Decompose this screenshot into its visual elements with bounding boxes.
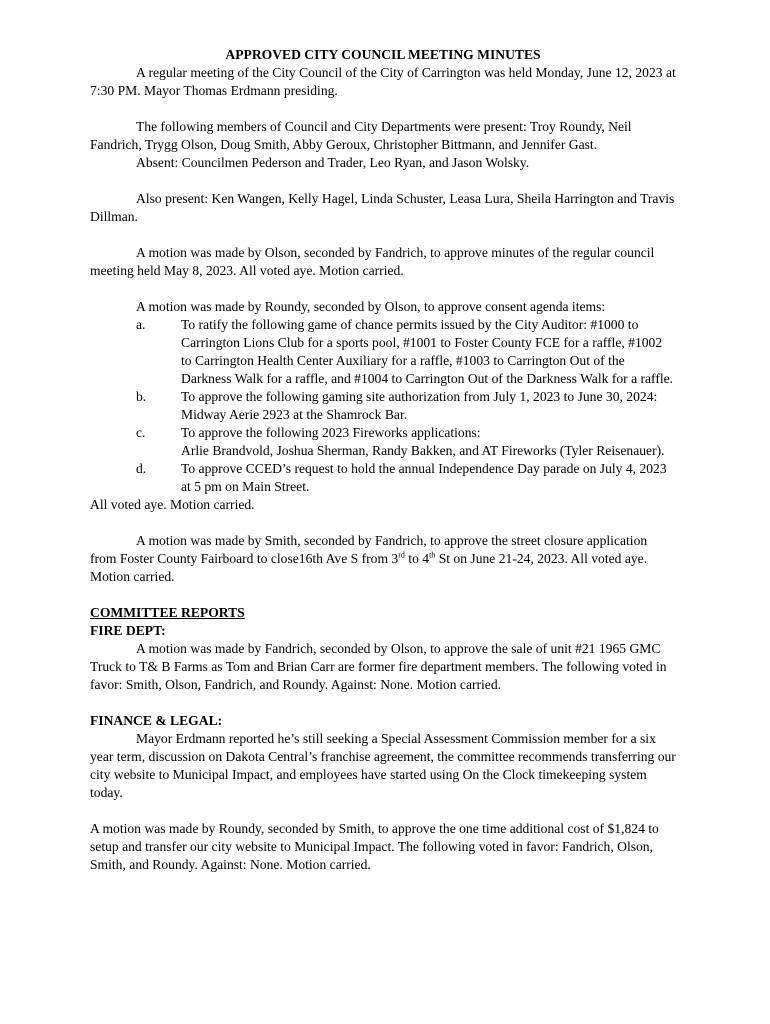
document-title: APPROVED CITY COUNCIL MEETING MINUTES	[225, 47, 541, 62]
consent-items-list	[90, 316, 676, 496]
street-closure-text-2: to 4	[404, 551, 430, 566]
present-paragraph: The following members of Council and City Departments were present: Troy Roundy, Neil Fandrich, Trygg Olson, Doug Smith, Abby Geroux, Christopher Bittmann, and Jennifer Gast.	[90, 119, 632, 152]
street-closure-sup-2: th	[429, 550, 436, 560]
fire-dept-paragraph: A motion was made by Fandrich, seconded by Olson, to approve the sale of unit #21 1965 GMC Truck to T& B Farms as Tom and Brian Carr are former fire department members. The following voted in favor: Smith, Olson, Fandrich, and Roundy. Against: None. Motion carried.	[90, 641, 667, 692]
finance-legal-paragraph: Mayor Erdmann reported he’s still seeking a Special Assessment Commission member for a six year term, discussion on Dakota Central’s franchise agreement, the committee recommends transferring our city website to Municipal Impact, and employees have started using On the Clock timekeeping system today.	[90, 731, 676, 800]
also-present-paragraph: Also present: Ken Wangen, Kelly Hagel, Linda Schuster, Leasa Lura, Sheila Harrington and Travis Dillman.	[90, 191, 675, 224]
consent-item-text: To approve CCED’s request to hold the annual Independence Day parade on July 4, 2023 at 5 pm on Main Street.	[181, 461, 667, 494]
street-closure-paragraph	[90, 532, 676, 586]
consent-intro: A motion was made by Roundy, seconded by Olson, to approve consent agenda items:	[136, 299, 606, 314]
absent-paragraph: Absent: Councilmen Pederson and Trader, Leo Ryan, and Jason Wolsky.	[136, 155, 530, 170]
website-motion-paragraph: A motion was made by Roundy, seconded by Smith, to approve the one time additional cost of $1,824 to setup and transfer our city website to Municipal Impact. The following voted in favor: Fandrich, Olson, Smith, and Roundy. Against: None. Motion carried.	[90, 821, 659, 872]
street-closure-text-1: A motion was made by Smith, seconded by Fandrich, to approve the street closure application from Foster County Fairboard to close16th Ave S from 3	[90, 533, 648, 566]
finance-legal-heading: FINANCE & LEGAL:	[90, 713, 223, 728]
fire-dept-heading: FIRE DEPT:	[90, 623, 166, 638]
consent-item	[90, 460, 676, 496]
street-closure-sup-1: rd	[398, 550, 405, 560]
consent-item	[90, 316, 676, 388]
street-closure-text-3: St on June 21-24, 2023. All voted aye. Motion carried.	[90, 551, 648, 584]
consent-item-subtext: Arlie Brandvold, Joshua Sherman, Randy Bakken, and AT Fireworks (Tyler Reisenauer).	[181, 443, 665, 458]
consent-item-mark: a.	[136, 317, 146, 332]
consent-item-text: To approve the following 2023 Fireworks applications:	[181, 425, 481, 440]
consent-item-mark: c.	[136, 425, 146, 440]
consent-item-mark: b.	[136, 389, 147, 404]
committee-reports-heading: COMMITTEE REPORTS	[90, 605, 245, 620]
consent-item-mark: d.	[136, 461, 147, 476]
consent-result: All voted aye. Motion carried.	[90, 497, 255, 512]
consent-item	[90, 388, 676, 424]
intro-paragraph: A regular meeting of the City Council of the City of Carrington was held Monday, June 12, 2023 at 7:30 PM. Mayor Thomas Erdmann presiding.	[90, 65, 676, 98]
consent-item-text: To ratify the following game of chance permits issued by the City Auditor: #1000 to Carrington Lions Club for a sports pool, #1001 to Foster County FCE for a raffle, #1002 to Carrington Health Center Auxiliary for a raffle, #1003 to Carrington Out of the Darkness Walk for a raffle, and #1004 to Carrington Out of the Darkness Walk for a raffle.	[181, 317, 674, 386]
minutes-page	[90, 46, 676, 874]
consent-item-text: To approve the following gaming site authorization from July 1, 2023 to June 30, 2024: Midway Aerie 2923 at the Shamrock Bar.	[181, 389, 658, 422]
minutes-motion-paragraph: A motion was made by Olson, seconded by Fandrich, to approve minutes of the regular council meeting held May 8, 2023. All voted aye. Motion carried.	[90, 245, 655, 278]
consent-item	[90, 424, 676, 460]
